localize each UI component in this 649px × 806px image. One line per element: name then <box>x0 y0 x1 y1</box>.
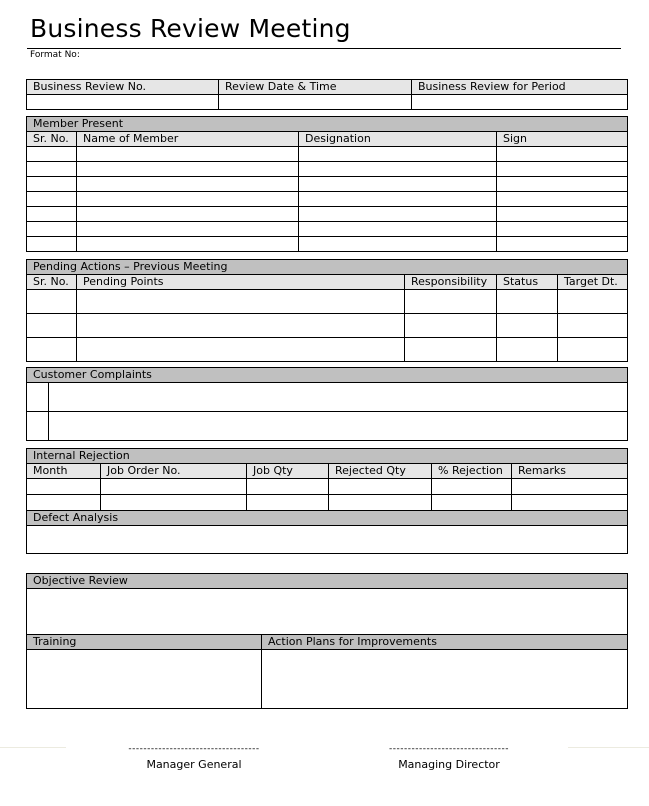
rejection-row-cell[interactable] <box>432 479 512 495</box>
business-review-no-header: Business Review No. <box>27 80 219 95</box>
member-row-cell[interactable] <box>497 147 628 162</box>
defect-analysis-field[interactable] <box>27 526 628 554</box>
member-row-cell[interactable] <box>497 237 628 252</box>
month-header: Month <box>27 464 101 479</box>
customer-complaints-title: Customer Complaints <box>27 368 628 383</box>
status-header: Status <box>497 275 558 290</box>
pending-action-row-cell[interactable] <box>27 290 77 314</box>
member-row <box>27 207 628 222</box>
member-row-cell[interactable] <box>77 147 299 162</box>
managing-director-signature <box>374 744 524 771</box>
internal-rejection-table <box>26 448 628 554</box>
member-row <box>27 147 628 162</box>
pending-actions-table <box>26 259 628 362</box>
member-row <box>27 162 628 177</box>
member-row-cell[interactable] <box>299 177 497 192</box>
rejection-row-cell[interactable] <box>329 479 432 495</box>
responsibility-header: Responsibility <box>405 275 497 290</box>
member-row-cell[interactable] <box>299 192 497 207</box>
rejection-row-cell[interactable] <box>512 495 628 511</box>
member-row-cell[interactable] <box>77 207 299 222</box>
member-row-cell[interactable] <box>299 222 497 237</box>
managing-director-label: Managing Director <box>398 758 500 771</box>
rejection-percent-header: % Rejection <box>432 464 512 479</box>
complaint-row-cell[interactable] <box>49 383 628 412</box>
pending-action-row-cell[interactable] <box>497 290 558 314</box>
member-present-table <box>26 116 628 252</box>
pending-action-row-cell[interactable] <box>497 338 558 362</box>
rejection-row-cell[interactable] <box>329 495 432 511</box>
complaint-row-cell[interactable] <box>27 383 49 412</box>
complaint-row-cell[interactable] <box>27 412 49 441</box>
pending-action-row-cell[interactable] <box>558 314 628 338</box>
member-row-cell[interactable] <box>299 162 497 177</box>
pending-points-header: Pending Points <box>77 275 405 290</box>
rejection-row-cell[interactable] <box>101 479 247 495</box>
manager-general-label: Manager General <box>146 758 242 771</box>
review-date-time-field[interactable] <box>219 95 412 110</box>
review-info-table <box>26 79 628 110</box>
divider-right <box>568 747 649 748</box>
pending-action-row-cell[interactable] <box>27 338 77 362</box>
manager-general-signature <box>112 744 276 771</box>
member-row-cell[interactable] <box>77 237 299 252</box>
job-order-no-header: Job Order No. <box>101 464 247 479</box>
pending-action-row-cell[interactable] <box>405 290 497 314</box>
member-row <box>27 177 628 192</box>
member-row-cell[interactable] <box>497 177 628 192</box>
objective-review-table <box>26 573 628 709</box>
action-plans-title: Action Plans for Improvements <box>262 635 628 650</box>
training-title: Training <box>27 635 262 650</box>
rejection-row-cell[interactable] <box>27 495 101 511</box>
pending-action-row <box>27 290 628 314</box>
pending-action-row-cell[interactable] <box>77 338 405 362</box>
format-no-label: Format No: <box>30 50 80 60</box>
member-row <box>27 237 628 252</box>
rejection-row <box>27 479 628 495</box>
job-qty-header: Job Qty <box>247 464 329 479</box>
member-name-header: Name of Member <box>77 132 299 147</box>
action-plans-field[interactable] <box>262 650 628 709</box>
member-row-cell[interactable] <box>497 162 628 177</box>
rejection-row-cell[interactable] <box>247 495 329 511</box>
business-review-no-field[interactable] <box>27 95 219 110</box>
customer-complaints-table <box>26 367 628 441</box>
training-field[interactable] <box>27 650 262 709</box>
complaint-row <box>27 412 628 441</box>
pending-action-row-cell[interactable] <box>497 314 558 338</box>
member-row-cell[interactable] <box>27 147 77 162</box>
defect-analysis-title: Defect Analysis <box>27 511 628 526</box>
pending-action-row-cell[interactable] <box>558 338 628 362</box>
member-row-cell[interactable] <box>77 222 299 237</box>
member-row-cell[interactable] <box>497 222 628 237</box>
rejection-row-cell[interactable] <box>512 479 628 495</box>
review-period-field[interactable] <box>412 95 628 110</box>
rejection-row-cell[interactable] <box>247 479 329 495</box>
internal-rejection-title: Internal Rejection <box>27 449 628 464</box>
member-row-cell[interactable] <box>27 237 77 252</box>
member-row-cell[interactable] <box>77 177 299 192</box>
divider-left <box>0 747 66 748</box>
objective-review-field[interactable] <box>27 589 628 635</box>
member-row-cell[interactable] <box>27 207 77 222</box>
rejection-row <box>27 495 628 511</box>
pending-action-row <box>27 338 628 362</box>
pending-actions-title: Pending Actions – Previous Meeting <box>27 260 628 275</box>
sign-header: Sign <box>497 132 628 147</box>
member-row-cell[interactable] <box>299 207 497 222</box>
pending-action-row-cell[interactable] <box>77 290 405 314</box>
member-row <box>27 222 628 237</box>
designation-header: Designation <box>299 132 497 147</box>
pending-action-row-cell[interactable] <box>405 338 497 362</box>
signature-line: ----------------------------------- <box>128 744 260 754</box>
remarks-header: Remarks <box>512 464 628 479</box>
member-row-cell[interactable] <box>27 192 77 207</box>
member-row-cell[interactable] <box>27 177 77 192</box>
member-row-cell[interactable] <box>299 147 497 162</box>
member-row-cell[interactable] <box>77 192 299 207</box>
review-date-time-header: Review Date & Time <box>219 80 412 95</box>
review-period-header: Business Review for Period <box>412 80 628 95</box>
page-title: Business Review Meeting <box>30 14 351 43</box>
member-row-cell[interactable] <box>299 237 497 252</box>
pending-action-row-cell[interactable] <box>558 290 628 314</box>
signature-line: -------------------------------- <box>389 744 509 754</box>
rejection-row-cell[interactable] <box>27 479 101 495</box>
target-date-header: Target Dt. <box>558 275 628 290</box>
rejection-row-cell[interactable] <box>432 495 512 511</box>
rejection-row-cell[interactable] <box>101 495 247 511</box>
member-row-cell[interactable] <box>497 207 628 222</box>
title-underline <box>27 48 621 49</box>
pending-action-row-cell[interactable] <box>77 314 405 338</box>
member-row <box>27 192 628 207</box>
pending-action-row <box>27 314 628 338</box>
member-row-cell[interactable] <box>77 162 299 177</box>
member-row-cell[interactable] <box>27 222 77 237</box>
complaint-row <box>27 383 628 412</box>
member-row-cell[interactable] <box>27 162 77 177</box>
sr-no-header: Sr. No. <box>27 132 77 147</box>
member-row-cell[interactable] <box>497 192 628 207</box>
sr-no-header: Sr. No. <box>27 275 77 290</box>
pending-action-row-cell[interactable] <box>405 314 497 338</box>
complaint-row-cell[interactable] <box>49 412 628 441</box>
objective-review-title: Objective Review <box>27 574 628 589</box>
rejected-qty-header: Rejected Qty <box>329 464 432 479</box>
member-present-title: Member Present <box>27 117 628 132</box>
pending-action-row-cell[interactable] <box>27 314 77 338</box>
